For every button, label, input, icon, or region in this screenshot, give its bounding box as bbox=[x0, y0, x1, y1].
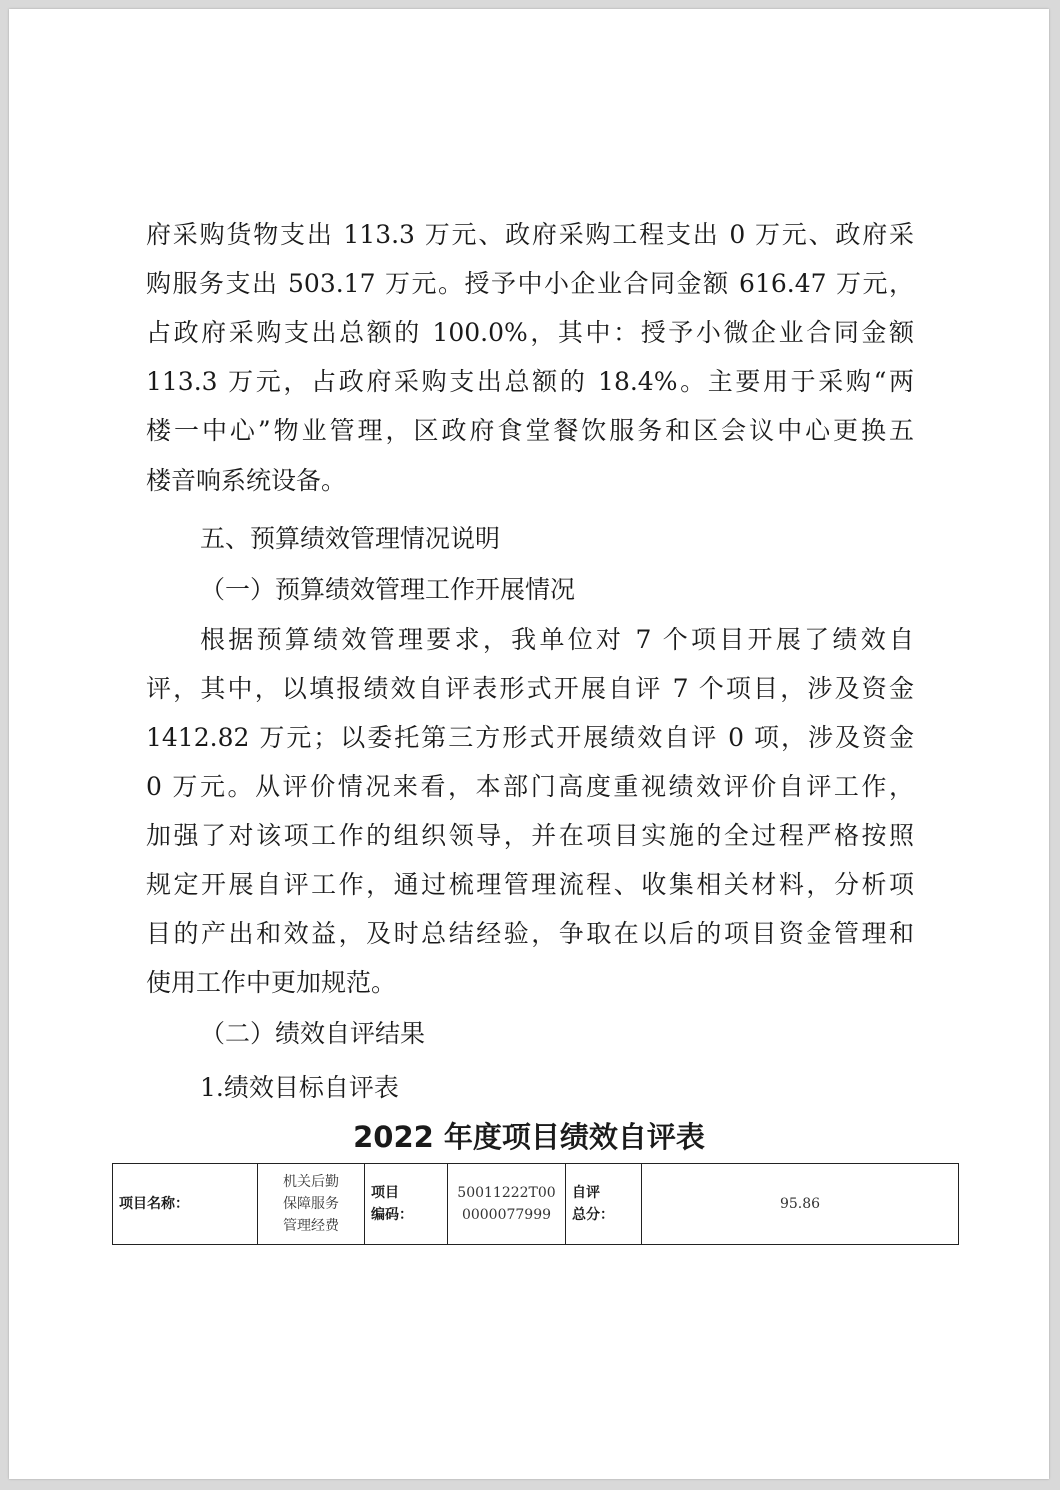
paragraph-line: 113.3 万元，占政府采购支出总额的 18.4%。主要用于采购“两 bbox=[146, 367, 914, 396]
project-code-line: 0000077999 bbox=[461, 1207, 552, 1223]
item-heading: 1.绩效目标自评表 bbox=[200, 1073, 399, 1102]
self-evaluation-table bbox=[112, 1163, 959, 1245]
project-name-line: 机关后勤 bbox=[283, 1174, 339, 1190]
section-heading: 五、预算绩效管理情况说明 bbox=[200, 524, 501, 553]
table-title: 2022 年度项目绩效自评表 bbox=[353, 1120, 705, 1154]
project-name-line: 管理经费 bbox=[283, 1218, 339, 1234]
project-code-value bbox=[448, 1164, 566, 1245]
project-code-label-line: 项目 bbox=[371, 1185, 399, 1201]
document-page bbox=[9, 9, 1049, 1479]
paragraph-line: 评，其中，以填报绩效自评表形式开展自评 7 个项目，涉及资金 bbox=[146, 674, 914, 703]
project-code-label bbox=[365, 1164, 448, 1245]
table-row bbox=[113, 1164, 959, 1245]
project-name-line: 保障服务 bbox=[283, 1196, 339, 1212]
project-name-label-text: 项目名称： bbox=[119, 1196, 189, 1212]
paragraph-line: 占政府采购支出总额的 100.0%，其中：授予小微企业合同金额 bbox=[146, 318, 914, 347]
score-label-line: 自评 bbox=[572, 1185, 600, 1201]
score-value bbox=[642, 1164, 959, 1245]
paragraph-line: 0 万元。从评价情况来看，本部门高度重视绩效评价自评工作， bbox=[146, 772, 914, 801]
paragraph-line: 使用工作中更加规范。 bbox=[146, 968, 397, 997]
project-name-value bbox=[258, 1164, 365, 1245]
subsection-heading: （一）预算绩效管理工作开展情况 bbox=[200, 575, 576, 604]
score-label-line: 总分： bbox=[572, 1207, 614, 1223]
paragraph-line: 目的产出和效益，及时总结经验，争取在以后的项目资金管理和 bbox=[146, 919, 914, 948]
score-label bbox=[566, 1164, 642, 1245]
score-value-text: 95.86 bbox=[779, 1196, 821, 1212]
paragraph-line: 购服务支出 503.17 万元。授予中小企业合同金额 616.47 万元， bbox=[146, 269, 914, 298]
project-code-line: 50011222T00 bbox=[457, 1185, 556, 1201]
paragraph-line: 加强了对该项工作的组织领导，并在项目实施的全过程严格按照 bbox=[146, 821, 914, 850]
paragraph-line: 楼一中心”物业管理，区政府食堂餐饮服务和区会议中心更换五 bbox=[146, 416, 914, 445]
paragraph-line: 1412.82 万元；以委托第三方形式开展绩效自评 0 项，涉及资金 bbox=[146, 723, 914, 752]
paragraph-line: 规定开展自评工作，通过梳理管理流程、收集相关材料，分析项 bbox=[146, 870, 914, 899]
project-name-label bbox=[113, 1164, 258, 1245]
subsection-heading: （二）绩效自评结果 bbox=[200, 1019, 426, 1048]
project-code-label-line: 编码： bbox=[371, 1207, 413, 1223]
paragraph-line: 府采购货物支出 113.3 万元、政府采购工程支出 0 万元、政府采 bbox=[146, 220, 914, 249]
paragraph-line: 楼音响系统设备。 bbox=[146, 466, 347, 495]
paragraph-line: 根据预算绩效管理要求，我单位对 7 个项目开展了绩效自 bbox=[200, 625, 914, 654]
